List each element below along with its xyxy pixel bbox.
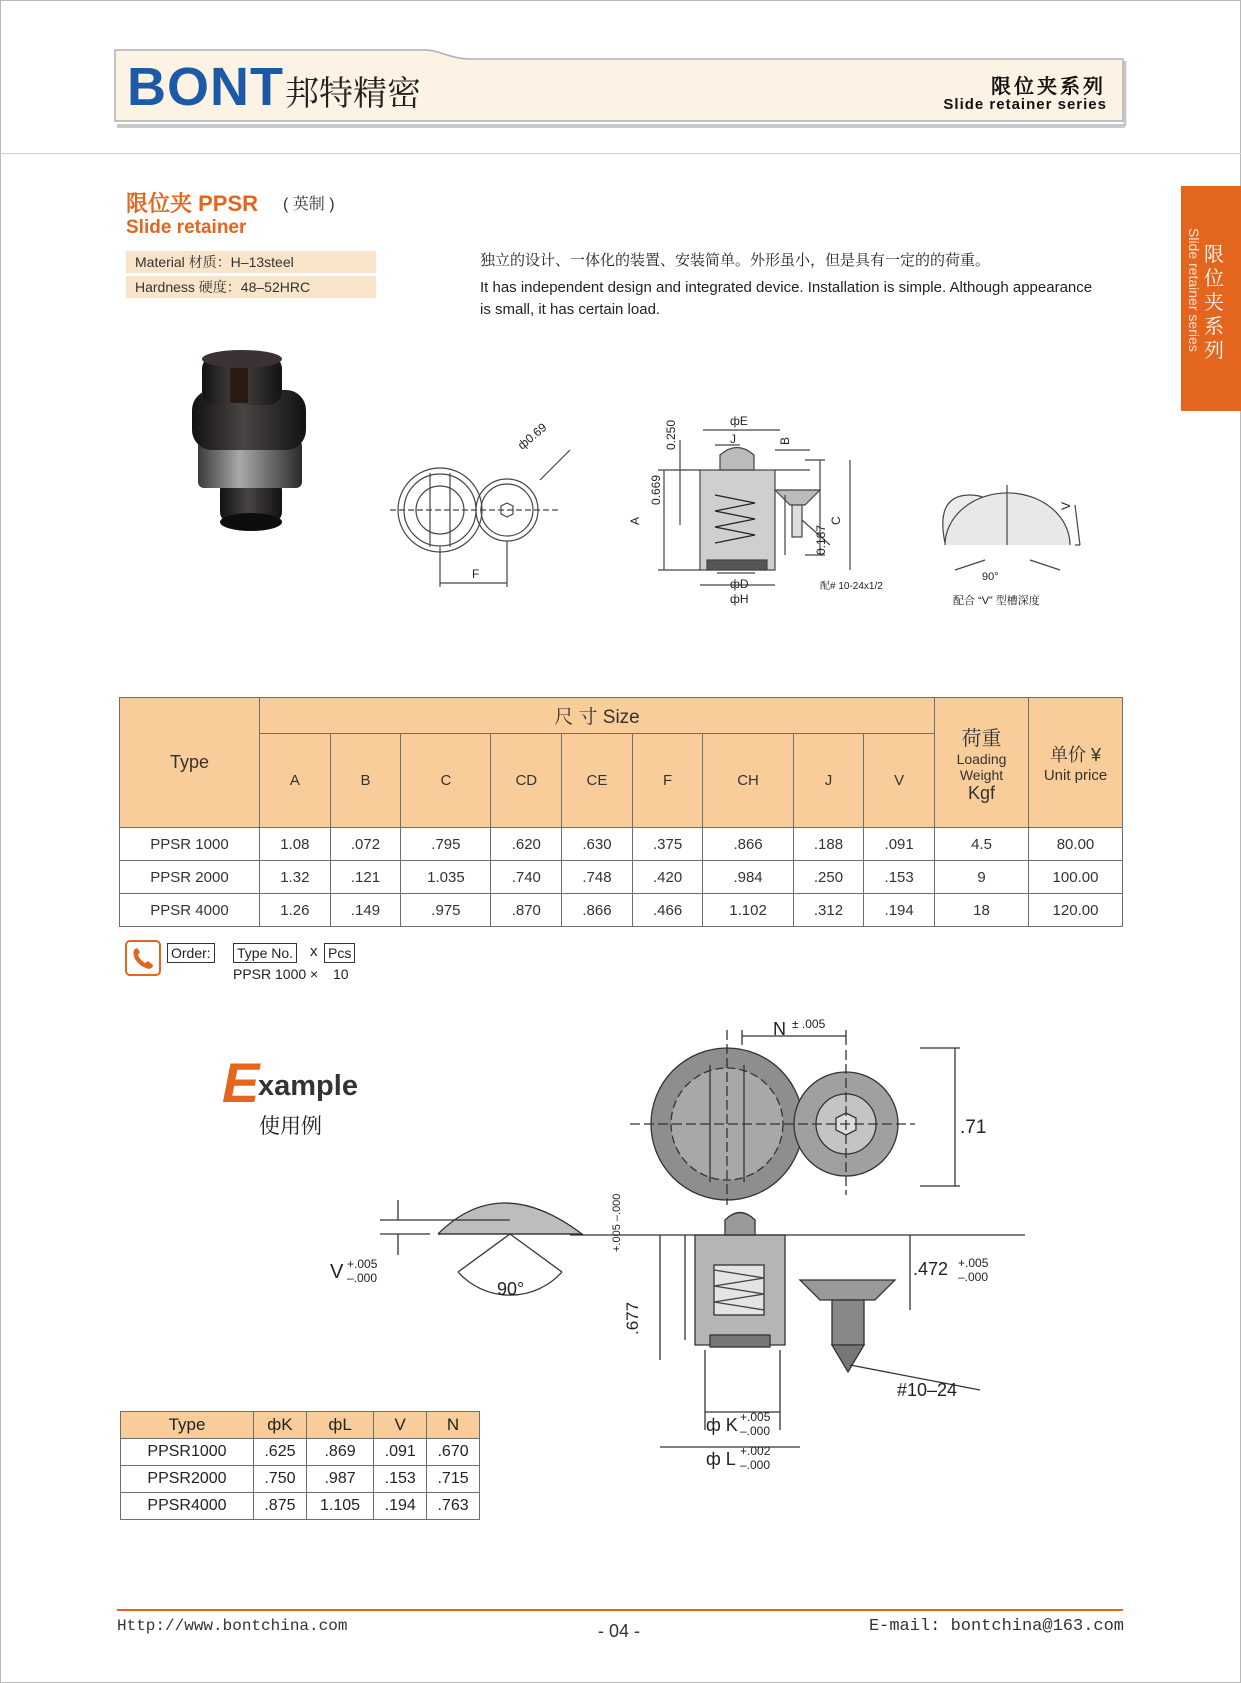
brand-name-cn: 邦特精密 bbox=[285, 74, 421, 114]
label-0669: 0.669 bbox=[649, 474, 663, 505]
cell: PPSR2000 bbox=[121, 1466, 254, 1493]
footer-url[interactable]: Http://www.bontchina.com bbox=[117, 1617, 348, 1635]
label-C: C bbox=[829, 516, 843, 525]
cell: 1.035 bbox=[401, 861, 491, 894]
label-phi069: ф0.69 bbox=[514, 420, 550, 453]
example-title-cn: 使用例 bbox=[259, 1115, 322, 1138]
example-title: xample bbox=[258, 1070, 358, 1102]
label-0677: .677 bbox=[623, 1301, 642, 1335]
cell: .866 bbox=[562, 894, 633, 927]
cell: .869 bbox=[306, 1439, 373, 1466]
cell-type: PPSR 2000 bbox=[120, 861, 260, 894]
order-pcs: Pcs bbox=[324, 943, 355, 963]
series-title-cn: 限位夹系列 bbox=[991, 76, 1106, 98]
footer-divider bbox=[117, 1609, 1123, 1611]
label-K: ф K bbox=[706, 1415, 738, 1435]
cell-type: PPSR 4000 bbox=[120, 894, 260, 927]
hardness-spec: Hardness 硬度：48–52HRC bbox=[126, 276, 376, 298]
product-photo bbox=[180, 345, 320, 535]
product-title-en: Slide retainer bbox=[126, 217, 247, 238]
col-header: J bbox=[793, 734, 864, 828]
size-table bbox=[119, 697, 1123, 927]
product-title-cn: 限位夹 PPSR bbox=[126, 191, 259, 216]
label-0250: 0.250 bbox=[664, 419, 678, 450]
cell: PPSR4000 bbox=[121, 1493, 254, 1520]
label-phiH: фH bbox=[730, 592, 749, 606]
cell: .149 bbox=[330, 894, 401, 927]
label-phiE: фE bbox=[730, 414, 748, 428]
cell: .153 bbox=[374, 1466, 427, 1493]
order-label: Order: bbox=[167, 943, 215, 963]
cell-load: 4.5 bbox=[935, 828, 1029, 861]
cell: .121 bbox=[330, 861, 401, 894]
col-header: V bbox=[864, 734, 935, 828]
example-table bbox=[120, 1411, 480, 1520]
cell: .194 bbox=[864, 894, 935, 927]
cell-load: 9 bbox=[935, 861, 1029, 894]
table-row bbox=[121, 1493, 480, 1520]
size-table-type-header: Type bbox=[120, 698, 260, 828]
cell: .870 bbox=[491, 894, 562, 927]
cell: 1.102 bbox=[703, 894, 793, 927]
example-drawing bbox=[330, 1010, 1030, 1480]
ex-header: фK bbox=[254, 1412, 307, 1439]
series-title-en: Slide retainer series bbox=[943, 96, 1107, 113]
label-screw: 配# 10-24x1/2 bbox=[820, 581, 883, 592]
cell: .875 bbox=[254, 1493, 307, 1520]
label-L: ф L bbox=[706, 1449, 736, 1469]
ex-header: N bbox=[427, 1412, 480, 1439]
cell: .795 bbox=[401, 828, 491, 861]
technical-drawing bbox=[380, 405, 1100, 615]
page-number: - 04 - bbox=[598, 1621, 641, 1641]
ex-header: Type bbox=[121, 1412, 254, 1439]
cell: .740 bbox=[491, 861, 562, 894]
label-90deg: 90° bbox=[982, 571, 999, 583]
label-thread: #10–24 bbox=[897, 1380, 958, 1400]
cell: .975 bbox=[401, 894, 491, 927]
cell: .312 bbox=[793, 894, 864, 927]
cell: .091 bbox=[864, 828, 935, 861]
label-vdepth: 配合 “V” 型槽深度 bbox=[953, 595, 1040, 607]
label-90deg-example: 90° bbox=[497, 1279, 525, 1299]
header-divider bbox=[0, 153, 1241, 154]
cell: 1.32 bbox=[260, 861, 331, 894]
table-row bbox=[120, 894, 1123, 927]
ex-header: фL bbox=[306, 1412, 373, 1439]
label-0677-tol: +.005 –.000 bbox=[611, 1193, 623, 1252]
side-tab-label-en: Slide retainer series bbox=[1186, 228, 1202, 352]
col-header: C bbox=[401, 734, 491, 828]
cell: .625 bbox=[254, 1439, 307, 1466]
description-en: It has independent design and integrated device. Installation is simple. Although appearance is small, it has certain load. bbox=[480, 279, 1093, 318]
label-J: J bbox=[730, 432, 736, 446]
size-table-price-header: 单价 ¥ Unit price bbox=[1029, 698, 1123, 828]
table-row bbox=[120, 828, 1123, 861]
label-L-dn: –.000 bbox=[740, 1458, 771, 1472]
label-V: V bbox=[330, 1261, 344, 1283]
cell: .866 bbox=[703, 828, 793, 861]
phone-icon bbox=[125, 940, 161, 976]
label-0472: .472 bbox=[913, 1259, 949, 1279]
side-tab-label-cn: 限位夹系列 bbox=[1204, 244, 1224, 362]
cell: 1.105 bbox=[306, 1493, 373, 1520]
cell: .250 bbox=[793, 861, 864, 894]
cell: .188 bbox=[793, 828, 864, 861]
label-V-up: +.005 bbox=[347, 1257, 378, 1271]
cell: .153 bbox=[864, 861, 935, 894]
table-row bbox=[120, 861, 1123, 894]
col-header: CH bbox=[703, 734, 793, 828]
cell: .748 bbox=[562, 861, 633, 894]
brand-logo: BONT bbox=[127, 57, 284, 117]
cell: .715 bbox=[427, 1466, 480, 1493]
cell-type: PPSR 1000 bbox=[120, 828, 260, 861]
label-V: V bbox=[1059, 501, 1073, 510]
cell: PPSR1000 bbox=[121, 1439, 254, 1466]
cell-price: 80.00 bbox=[1029, 828, 1123, 861]
cell: .763 bbox=[427, 1493, 480, 1520]
cell: .466 bbox=[632, 894, 703, 927]
cell: .420 bbox=[632, 861, 703, 894]
col-header: CD bbox=[491, 734, 562, 828]
example-initial: E bbox=[222, 1051, 260, 1114]
col-header: A bbox=[260, 734, 331, 828]
label-0187: 0.187 bbox=[814, 524, 828, 555]
size-table-size-header: 尺 寸 Size bbox=[260, 698, 935, 734]
cell: .072 bbox=[330, 828, 401, 861]
label-0472-dn: –.000 bbox=[958, 1270, 989, 1284]
cell-load: 18 bbox=[935, 894, 1029, 927]
label-K-up: +.005 bbox=[740, 1410, 771, 1424]
label-F: F bbox=[472, 567, 480, 581]
cell: .987 bbox=[306, 1466, 373, 1493]
order-multiply: x bbox=[310, 943, 318, 960]
cell: .630 bbox=[562, 828, 633, 861]
label-B: B bbox=[778, 436, 792, 445]
cell: .194 bbox=[374, 1493, 427, 1520]
cell: .091 bbox=[374, 1439, 427, 1466]
order-type-no: Type No. bbox=[233, 943, 297, 963]
ex-header: V bbox=[374, 1412, 427, 1439]
table-row bbox=[121, 1466, 480, 1493]
col-header: F bbox=[632, 734, 703, 828]
label-071: .71 bbox=[960, 1117, 987, 1138]
order-qty: 10 bbox=[333, 966, 349, 982]
cell-price: 120.00 bbox=[1029, 894, 1123, 927]
cell: .984 bbox=[703, 861, 793, 894]
col-header: B bbox=[330, 734, 401, 828]
product-title-suffix: ( 英制 ) bbox=[283, 196, 335, 213]
cell: 1.08 bbox=[260, 828, 331, 861]
cell: 1.26 bbox=[260, 894, 331, 927]
cell: .620 bbox=[491, 828, 562, 861]
footer-email[interactable]: E-mail: bontchina@163.com bbox=[868, 1617, 1124, 1636]
label-K-dn: –.000 bbox=[740, 1424, 771, 1438]
cell: .670 bbox=[427, 1439, 480, 1466]
label-L-up: +.002 bbox=[740, 1444, 771, 1458]
order-example: PPSR 1000 × bbox=[233, 966, 319, 982]
label-A: A bbox=[628, 516, 642, 525]
description-cn: 独立的设计、一体化的装置、安装简单。外形虽小，但是具有一定的的荷重。 bbox=[480, 252, 991, 269]
col-header: CE bbox=[562, 734, 633, 828]
cell: .375 bbox=[632, 828, 703, 861]
size-table-load-header: 荷重 Loading Weight Kgf bbox=[935, 698, 1029, 828]
label-N: N bbox=[773, 1019, 786, 1039]
label-0472-up: +.005 bbox=[958, 1256, 989, 1270]
material-spec: Material 材质：H–13steel bbox=[126, 251, 376, 273]
label-N-tol: ± .005 bbox=[792, 1017, 826, 1031]
label-phiD: фD bbox=[730, 577, 749, 591]
label-V-dn: –.000 bbox=[347, 1271, 378, 1285]
cell-price: 100.00 bbox=[1029, 861, 1123, 894]
table-row bbox=[121, 1439, 480, 1466]
cell: .750 bbox=[254, 1466, 307, 1493]
